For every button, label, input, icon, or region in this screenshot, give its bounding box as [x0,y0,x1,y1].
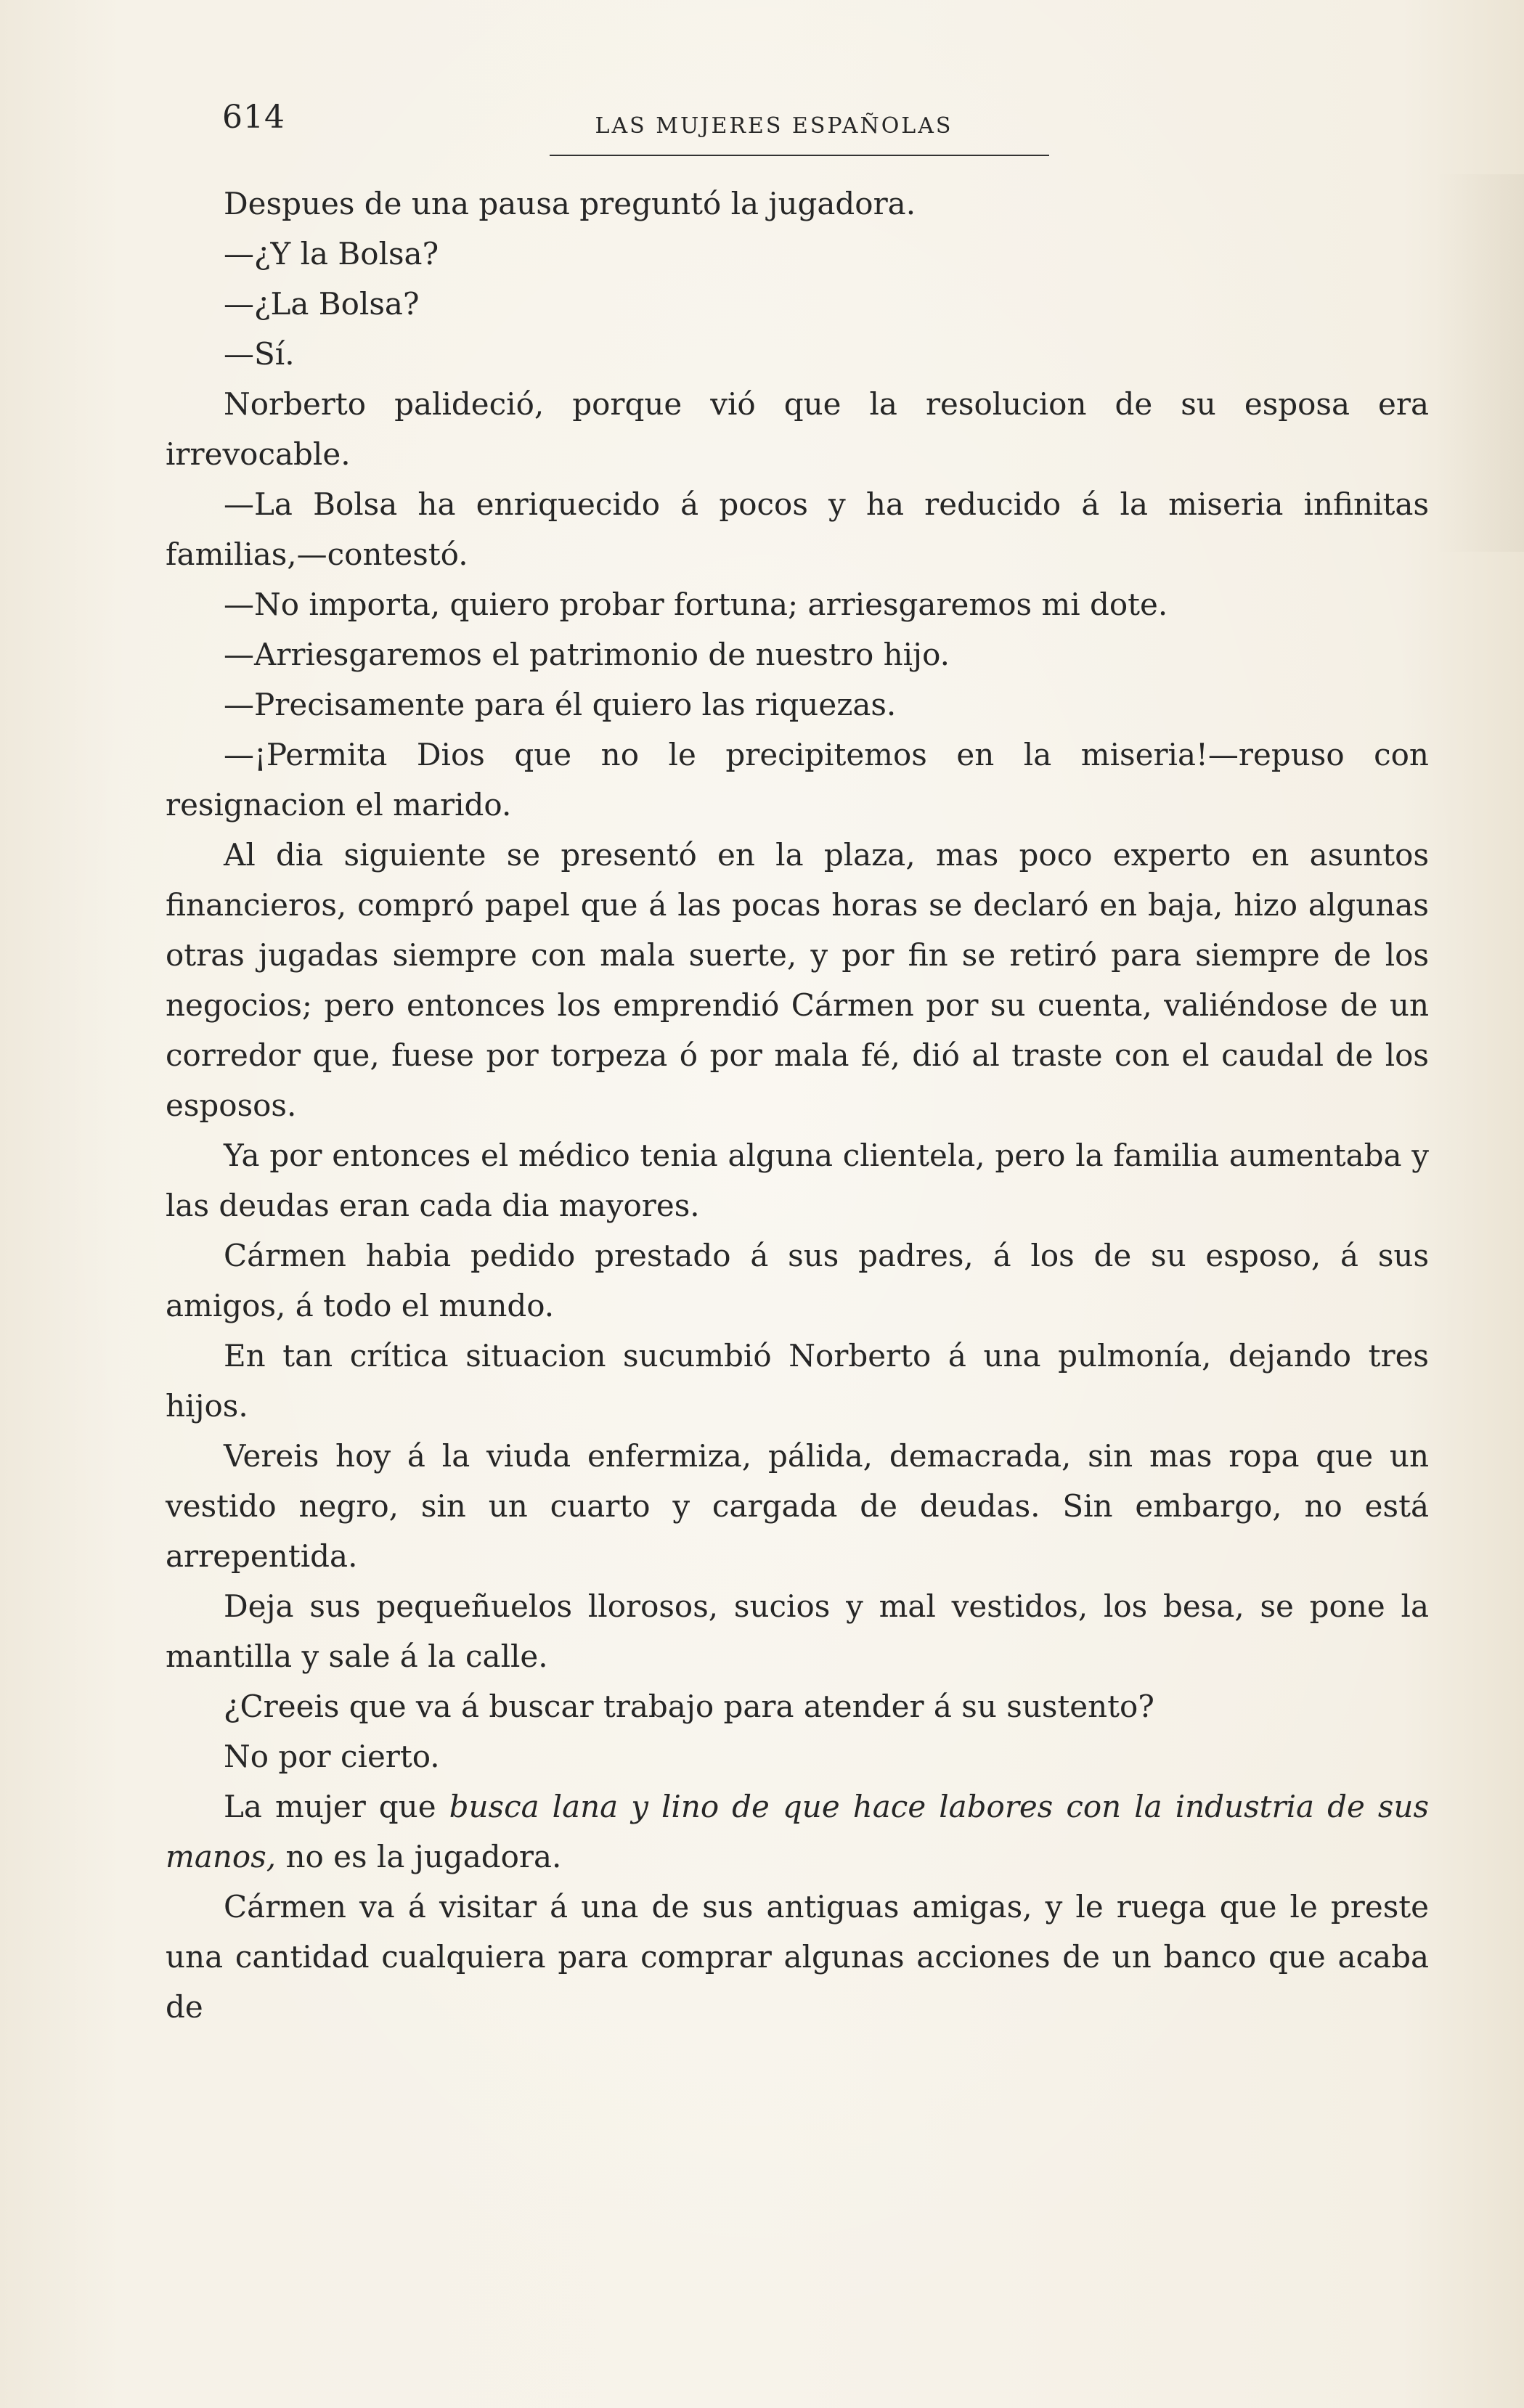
quote-tail: no es la jugadora. [276,1839,562,1874]
paragraph: —¿Y la Bolsa? [224,236,439,272]
paragraph: —No importa, quiero probar fortuna; arriesgaremos mi dote. [224,587,1168,622]
paragraph: Al dia siguiente se presentó en la plaza, mas poco experto en asuntos financieros, compró papel que á las pocas horas se declaró en baja, hizo algunas otras jugadas siempre con mala suerte, y por fin se retiró para siempre de los negocios; pero entonces los emprendió Cármen por su cuenta, valiéndose de un corredor que, fuese por torpeza ó por mala fé, dió al traste con el caudal de los esposos. [166,837,1429,1123]
paragraph: Vereis hoy á la viuda enfermiza, pálida, demacrada, sin mas ropa que un vestido negro, sin un cuarto y cargada de deudas. Sin embargo, no está arrepentida. [166,1438,1429,1574]
paragraph: —Arriesgaremos el patrimonio de nuestro hijo. [224,637,950,672]
paragraph: —La Bolsa ha enriquecido á pocos y ha reducido á la miseria infinitas familias,—contestó. [166,486,1429,572]
quote-lead: La mujer que [224,1789,449,1824]
paragraph: Despues de una pausa preguntó la jugadora. [224,186,916,221]
paragraph: —Sí. [224,336,295,372]
paragraph: —¿La Bolsa? [224,286,420,322]
paragraph: Cármen habia pedido prestado á sus padres, á los de su esposo, á sus amigos, á todo el mundo. [166,1238,1429,1323]
paragraph: ¿Creeis que va á buscar trabajo para atender á su sustento? [224,1689,1154,1724]
paragraph: Norberto palideció, porque vió que la resolucion de su esposa era irrevocable. [166,386,1429,472]
paragraph: En tan crítica situacion sucumbió Norberto á una pulmonía, dejando tres hijos. [166,1338,1429,1424]
page-header [222,99,1364,157]
paragraph-last: Cármen va á visitar á una de sus antiguas amigas, y le ruega que le preste una cantidad cualquiera para comprar algunas acciones de un banco que acaba de [166,1889,1429,2025]
running-title: LAS MUJERES ESPAÑOLAS [595,113,953,139]
paragraph: —¡Permita Dios que no le precipitemos en la miseria!—repuso con resignacion el marido. [166,737,1429,823]
quote-italic: busca lana y lino de que hace labores con la industria de sus manos, [166,1789,1430,1874]
quote-paragraph [166,1781,1429,1882]
body-text [166,179,1429,2032]
page-shadow [1437,174,1524,552]
paragraph: Ya por entonces el médico tenia alguna clientela, pero la familia aumentaba y las deudas eran cada dia mayores. [166,1138,1429,1223]
paragraph: No por cierto. [224,1739,440,1774]
page-number: 614 [222,99,285,136]
paragraph: —Precisamente para él quiero las riquezas. [224,687,897,722]
paragraph: Deja sus pequeñuelos llorosos, sucios y mal vestidos, los besa, se pone la mantilla y sale á la calle. [166,1588,1429,1674]
header-rule [550,155,1049,156]
